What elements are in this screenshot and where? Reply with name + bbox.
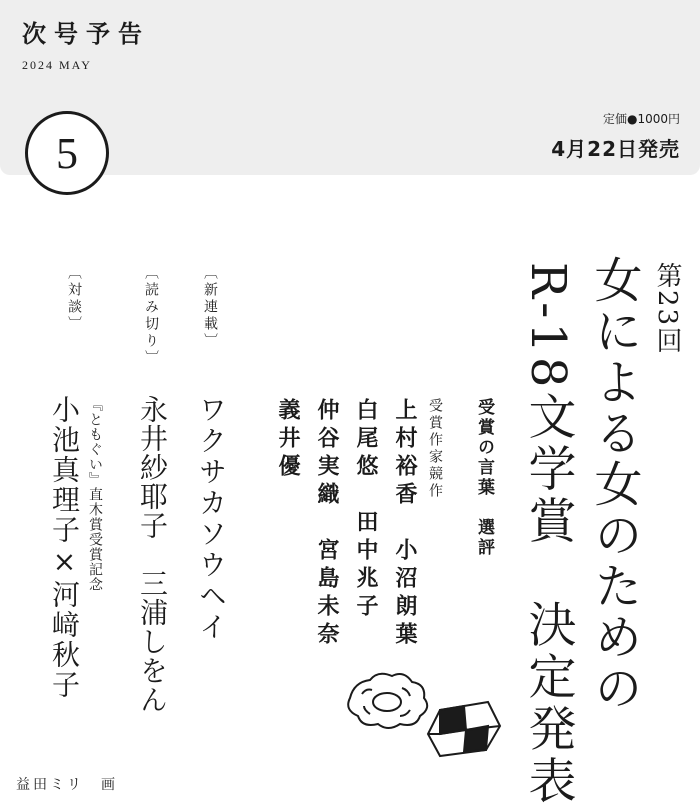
price: 定価●1000円 xyxy=(602,112,680,126)
talk-tag: 〔対談〕 xyxy=(66,265,82,333)
oneshot-tag: 〔読み切り〕 xyxy=(143,265,159,367)
oneshot-authors: 永井紗耶子 三浦しをん xyxy=(136,395,169,714)
issue-number-badge: 5 xyxy=(25,111,109,195)
award-words-and-review: 受賞の言葉 選評 xyxy=(474,398,494,558)
winners-label: 受賞作家競作 xyxy=(427,398,443,500)
illustration-credit: 益田ミリ 画 xyxy=(16,777,118,793)
award-title-line1: 女による女のための xyxy=(586,255,642,714)
issue-date: 2024 MAY xyxy=(22,58,92,72)
award-title-line2: R-18文学賞 決定発表 xyxy=(520,262,576,807)
serial-tag: 〔新連載〕 xyxy=(202,265,218,350)
winner-names-3: 仲谷実織 宮島未奈 xyxy=(314,398,339,650)
winner-names-1: 上村裕香 小沼朗葉 xyxy=(392,398,417,650)
winner-names-2: 白尾悠 田中兆子 xyxy=(353,398,378,622)
sweets-illustration xyxy=(340,660,510,760)
winner-names-4: 義井優 xyxy=(275,398,300,482)
next-issue-title: 次号予告 xyxy=(22,20,150,48)
serial-author: ワクサカソウヘイ xyxy=(195,395,228,643)
cookie-icon xyxy=(348,674,427,728)
talk-names: 小池真理子×河﨑秋子 xyxy=(48,395,81,700)
release-date: 4月22日発売 xyxy=(551,137,680,161)
award-edition: 第23回 xyxy=(652,262,682,356)
candy-box-icon xyxy=(428,702,500,756)
oneshot-note: 『ともぐい』直木賞受賞記念 xyxy=(87,397,103,592)
